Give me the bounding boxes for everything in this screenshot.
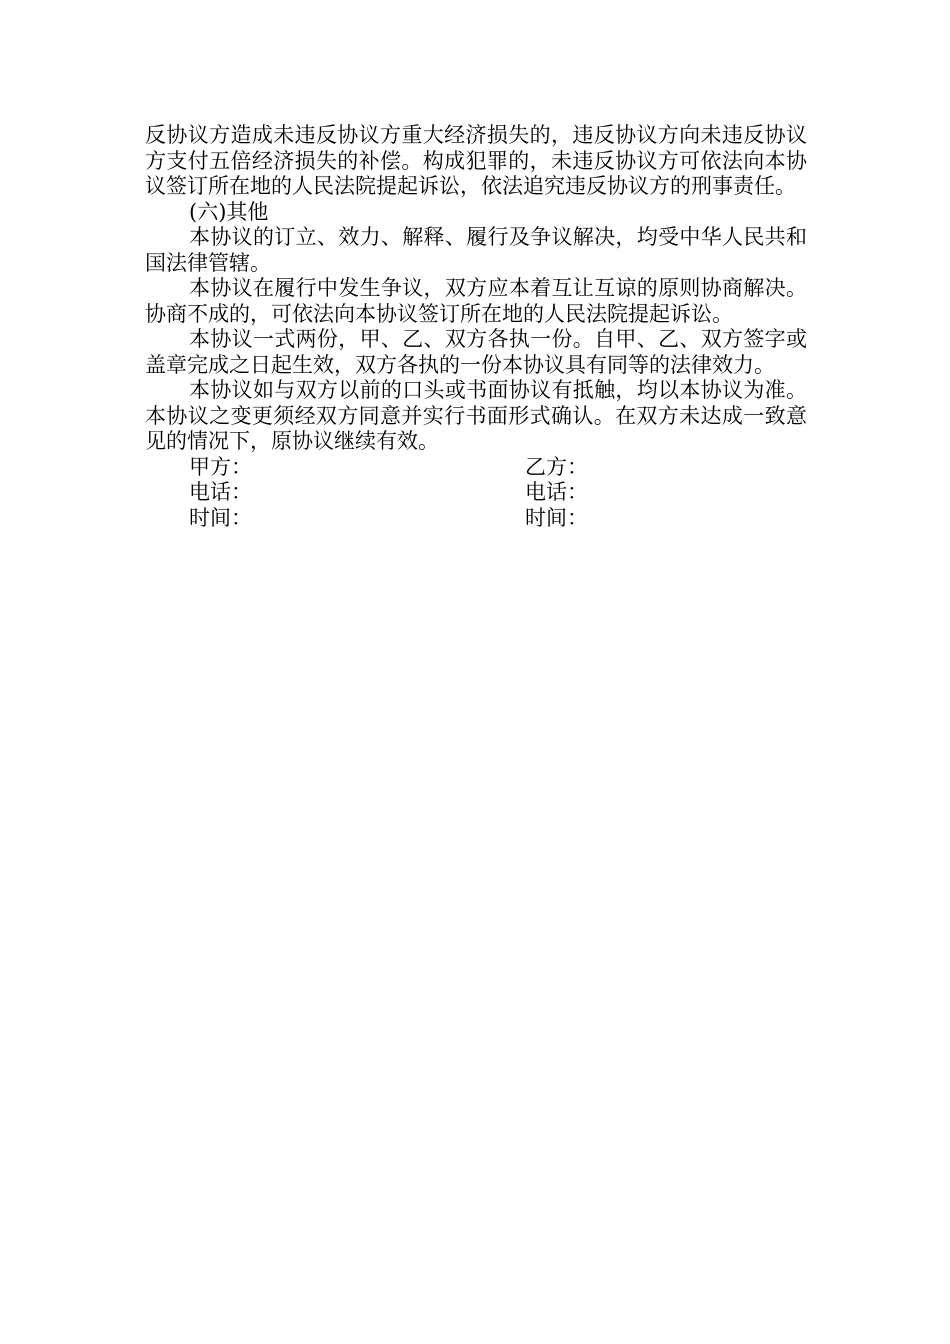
section-heading-other: (六)其他 xyxy=(189,199,269,224)
signature-row-phone xyxy=(145,480,807,506)
signature-row-time xyxy=(145,506,807,532)
time-a-label: 时间： xyxy=(189,505,252,530)
paragraph-precedence: 本协议如与双方以前的口头或书面协议有抵触，均以本协议为准。本协议之变更须经双方同意并实行书面形式确认。在双方未达成一致意见的情况下，原协议继续有效。 xyxy=(145,378,807,453)
party-b-label: 乙方： xyxy=(525,454,588,479)
party-a-label: 甲方： xyxy=(189,454,252,479)
paragraph-governing-law: 本协议的订立、效力、解释、履行及争议解决，均受中华人民共和国法律管辖。 xyxy=(145,225,807,275)
signature-row-party xyxy=(145,455,807,481)
phone-b-label: 电话： xyxy=(525,480,588,504)
phone-a-label: 电话： xyxy=(189,480,252,504)
document-page xyxy=(145,123,807,531)
signature-block xyxy=(145,455,807,532)
paragraph-dispute-resolution: 本协议在履行中发生争议，双方应本着互让互谅的原则协商解决。协商不成的，可依法向本协议签订所在地的人民法院提起诉讼。 xyxy=(145,276,807,326)
paragraph-breach-compensation: 反协议方造成未违反协议方重大经济损失的，违反协议方向未违反协议方支付五倍经济损失的补偿。构成犯罪的，未违反协议方可依法向本协议签订所在地的人民法院提起诉讼，依法追究违反协议方的刑事责任。 xyxy=(145,123,807,198)
time-b-label: 时间： xyxy=(525,505,588,530)
paragraph-copies-effectiveness: 本协议一式两份，甲、乙、双方各执一份。自甲、乙、双方签字或盖章完成之日起生效，双方各执的一份本协议具有同等的法律效力。 xyxy=(145,327,807,377)
